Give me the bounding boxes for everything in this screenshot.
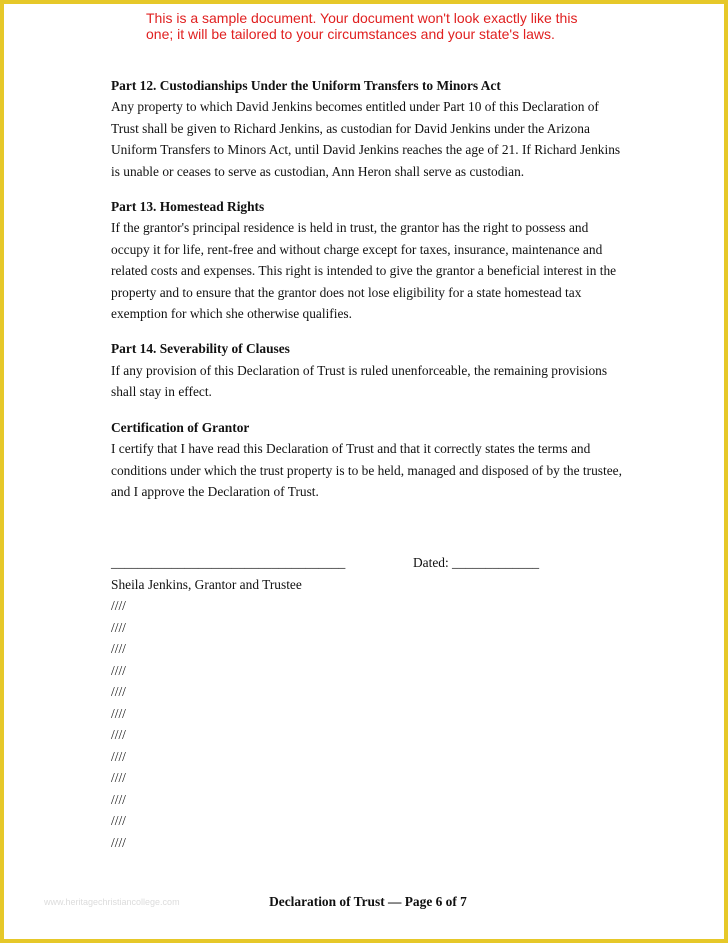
signer-name: Sheila Jenkins, Grantor and Trustee	[111, 576, 302, 592]
section-heading: Part 13. Homestead Rights	[111, 199, 265, 215]
dated-field: Dated: _____________	[413, 555, 540, 571]
slash-line: ////	[111, 748, 126, 764]
section-part-13	[111, 196, 627, 324]
section-body: Any property to which David Jenkins becomes entitled under Part 10 of this Declaration of Trust shall be given to Richard Jenkins, as custodian for David Jenkins under the Arizona Uniform Transfers to Minors Act, until David Jenkins reaches the age of 21. If Richard Jenkins is unable or ceases to serve as custodian, Ann Heron shall serve as custodian.	[111, 99, 621, 179]
slash-line: ////	[111, 619, 126, 635]
section-body: If any provision of this Declaration of Trust is ruled unenforceable, the remaining provisions shall stay in effect.	[111, 362, 608, 400]
page-footer: Declaration of Trust — Page 6 of 7	[269, 894, 467, 909]
slash-line: ////	[111, 598, 126, 614]
section-certification	[111, 417, 627, 503]
slash-line: ////	[111, 705, 126, 721]
slash-line: ////	[111, 791, 126, 807]
slash-line: ////	[111, 684, 126, 700]
watermark-text: www.heritagechristiancollege.com	[44, 897, 180, 907]
section-body: I certify that I have read this Declaration of Trust and that it correctly states the terms and conditions under which the trust property is to be held, managed and disposed of by the trustee, and I approve the Declaration of Trust.	[111, 441, 622, 499]
sample-notice-line-1: This is a sample document. Your document won't look exactly like this	[146, 10, 578, 26]
slash-lines	[111, 595, 627, 853]
document-body	[111, 75, 627, 853]
section-heading: Part 12. Custodianships Under the Uniform Transfers to Minors Act	[111, 78, 501, 93]
sample-notice	[146, 10, 626, 42]
signature-block	[111, 552, 627, 853]
section-heading: Certification of Grantor	[111, 419, 250, 435]
section-part-12	[111, 75, 627, 182]
section-heading: Part 14. Severability of Clauses	[111, 341, 290, 357]
sample-notice-line-2: one; it will be tailored to your circumstances and your state's laws.	[146, 26, 555, 42]
signature-line: ___________________________________	[111, 555, 346, 571]
slash-line: ////	[111, 727, 126, 743]
section-part-14	[111, 338, 627, 402]
slash-line: ////	[111, 662, 126, 678]
slash-line: ////	[111, 641, 126, 657]
slash-line: ////	[111, 770, 126, 786]
section-body: If the grantor's principal residence is held in trust, the grantor has the right to possess and occupy it for life, rent-free and without charge except for taxes, insurance, maintenance and related costs and expenses. This right is intended to give the grantor a beneficial interest in the property and to ensure that the grantor does not lose eligibility for a state homestead tax exemption for which she otherwise qualifies.	[111, 220, 617, 322]
slash-line: ////	[111, 834, 126, 850]
signature-row	[111, 552, 627, 573]
slash-line: ////	[111, 813, 126, 829]
